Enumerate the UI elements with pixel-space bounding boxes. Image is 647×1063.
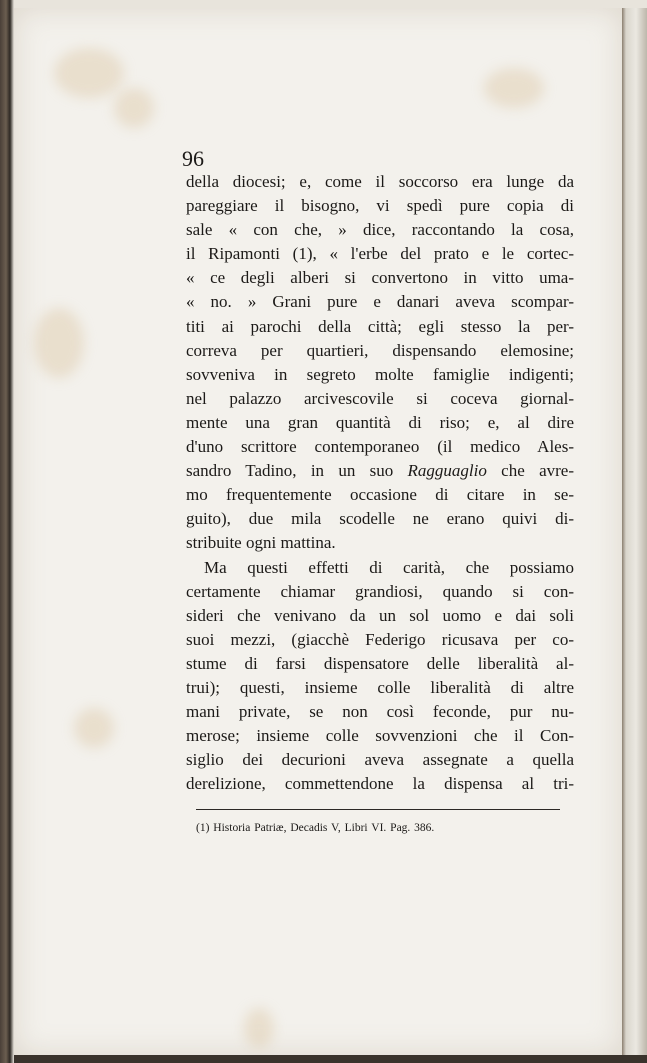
text-line: d'uno scrittore contemporaneo (il medico Ales- <box>186 437 574 457</box>
text-line: trui); questi, insieme colle liberalità di altre <box>186 677 574 697</box>
text-line: sovveniva in segreto molte famiglie indigenti; <box>186 364 574 384</box>
italic-title: Ragguaglio <box>407 461 487 481</box>
paragraph-start-line: Ma questi effetti di carità, che possiamo <box>204 557 574 577</box>
text-line: siglio dei decurioni aveva assegnate a quella <box>186 750 574 770</box>
foxing-stain <box>34 308 84 378</box>
text-line-with-italic <box>186 459 574 483</box>
foxing-stain <box>54 48 124 98</box>
text-line: della diocesi; e, come il soccorso era lunge da <box>186 172 574 191</box>
text-line: « ce degli alberi si convertono in vitto uma- <box>186 268 574 288</box>
scan-bottom-edge <box>14 1055 647 1063</box>
text-block <box>182 146 574 796</box>
foxing-stain <box>74 708 114 748</box>
paragraph-end-line: stribuite ogni mattina. <box>186 533 336 553</box>
footnote-rule <box>196 809 560 810</box>
text-segment: che avre- <box>486 461 574 481</box>
text-line: titi ai parochi della città; egli stesso la per- <box>186 316 574 336</box>
text-line: suoi mezzi, (giacchè Federigo ricusava per co- <box>186 629 574 649</box>
text-line: guito), due mila scodelle ne erano quivi di- <box>186 509 574 529</box>
text-line: sideri che venivano da un sol uomo e dai soli <box>186 605 574 625</box>
footnote: (1) Historia Patriæ, Decadis V, Libri VI. Pag. 386. <box>196 822 435 834</box>
text-line: stume di farsi dispensatore delle liberalità al- <box>186 653 574 673</box>
text-line: certamente chiamar grandiosi, quando si con- <box>186 581 574 601</box>
text-segment: sandro Tadino, in un suo <box>186 461 408 481</box>
text-line: mani private, se non così feconde, pur nu- <box>186 702 574 722</box>
text-line: mo frequentemente occasione di citare in se- <box>186 485 574 505</box>
text-line: « no. » Grani pure e danari aveva scompar- <box>186 292 574 312</box>
text-line: nel palazzo arcivescovile si coceva giornal- <box>186 388 574 408</box>
page-number: 96 <box>182 146 204 171</box>
text-line: il Ripamonti (1), « l'erbe del prato e le cortec- <box>186 244 574 264</box>
text-line: sale « con che, » dice, raccontando la cosa, <box>186 220 574 240</box>
text-line: merose; insieme colle sovvenzioni che il Con- <box>186 726 574 746</box>
foxing-stain <box>114 88 154 128</box>
text-line: derelizione, commettendone la dispensa al tri- <box>186 774 574 794</box>
text-line: correva per quartieri, dispensando elemosine; <box>186 340 574 360</box>
text-line: mente una gran quantità di riso; e, al dire <box>186 412 574 432</box>
foxing-stain <box>484 68 544 108</box>
book-fore-edge <box>622 8 647 1058</box>
text-line: pareggiare il bisogno, vi spedì pure copia di <box>186 196 574 216</box>
foxing-stain <box>244 1008 274 1048</box>
